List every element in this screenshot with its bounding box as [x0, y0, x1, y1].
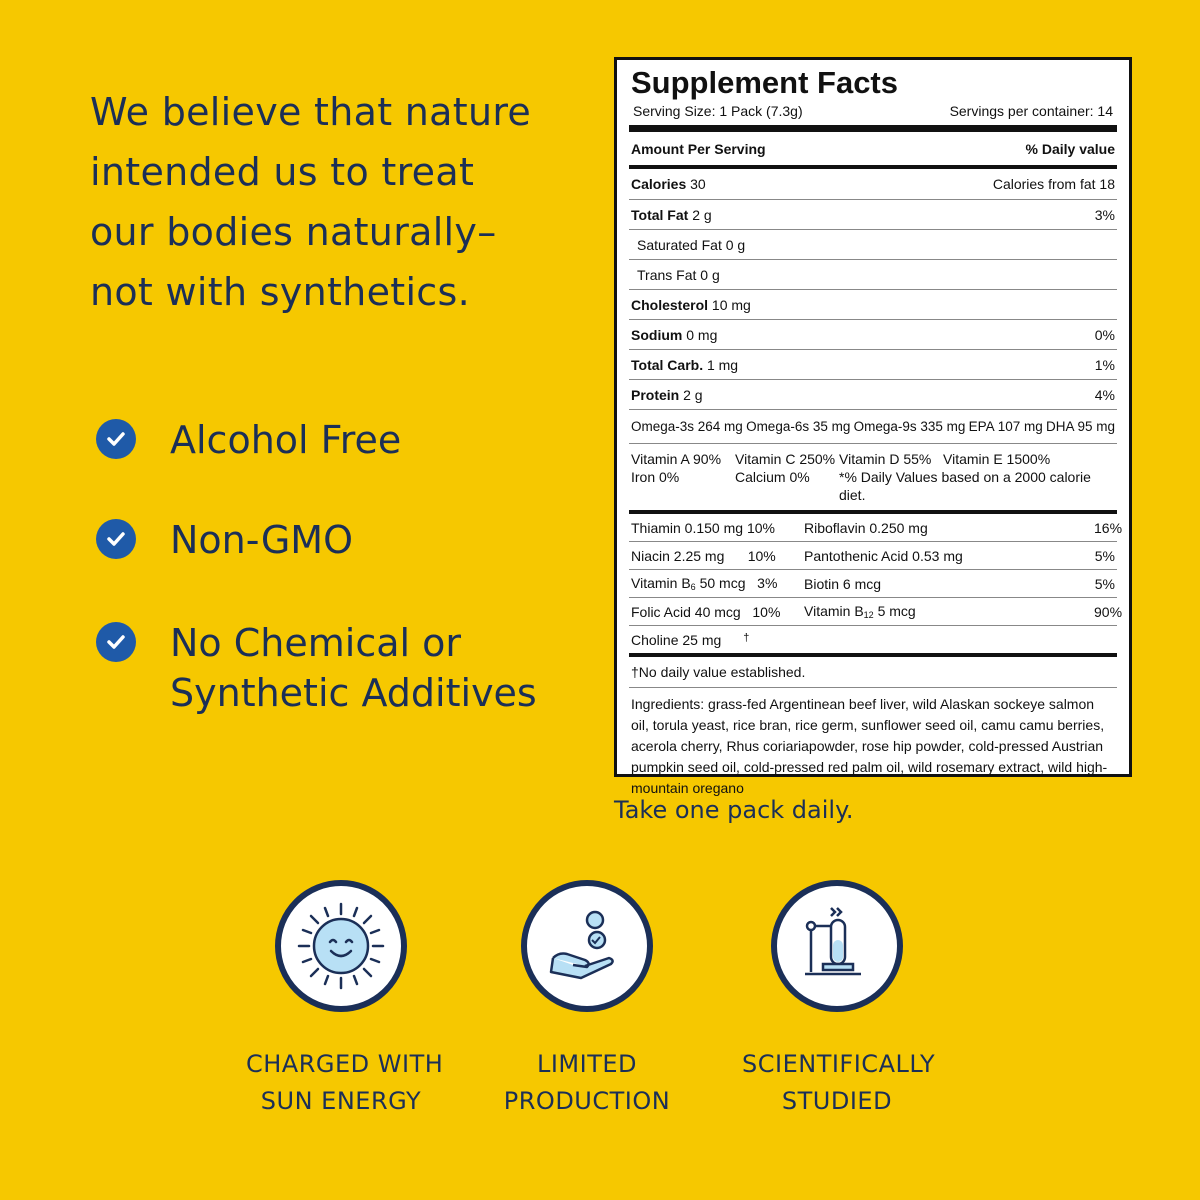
- badge-sun-energy: [246, 880, 444, 1120]
- badge-label: CHARGED WITH SUN ENERGY: [246, 1050, 444, 1115]
- badge-label: LIMITED PRODUCTION: [503, 1050, 671, 1115]
- b-vitamin-row: Vitamin $B_6$ 50 mcg 3% Biotin 6 mcg 5%: [631, 575, 1115, 592]
- serving-size: Serving Size: 1 Pack (7.3g): [633, 103, 803, 119]
- sodium-row: Sodium 0 mg 0%: [631, 326, 1115, 343]
- benefit-label: No Chemical or Synthetic Additives: [170, 621, 537, 715]
- hand-with-pills-icon: [521, 880, 653, 1012]
- cholesterol-row: Cholesterol 10 mg: [631, 296, 751, 313]
- daily-value-header: % Daily value: [1025, 140, 1115, 157]
- trans-fat-row: Trans Fat 0 g: [637, 266, 720, 283]
- calories-value: 30: [690, 176, 706, 192]
- calories-row: [629, 169, 1117, 199]
- serving-row: [629, 100, 1117, 122]
- supplement-facts-panel: [614, 57, 1132, 796]
- badge-scientifically-studied: [742, 880, 936, 1120]
- b-vitamin-row: Folic Acid 40 mcg 10% Vitamin $B_{12}$ 5 mcg 90%: [631, 603, 1123, 620]
- benefit-label: Non-GMO: [170, 518, 354, 562]
- benefit-label: Alcohol Free: [170, 418, 402, 462]
- headline-line: intended us to treat: [90, 150, 475, 194]
- check-icon: [96, 419, 136, 459]
- directions: Take one pack daily.: [614, 796, 854, 824]
- amount-per-serving: Amount Per Serving: [631, 140, 766, 157]
- carb-row: Total Carb. 1 mg 1%: [631, 356, 1115, 373]
- vitamins-block: Vitamin A 90% Vitamin C 250% Vitamin D 55% Vitamin E 1500% Iron 0% Calcium 0% *% Daily Values based on a 2000 calorie diet.: [631, 451, 1091, 503]
- divider: [629, 125, 1117, 132]
- calories-label: Calories: [631, 176, 687, 192]
- no-daily-value-note: †No daily value established.: [631, 664, 806, 680]
- total-fat-row: Total Fat 2 g 3%: [631, 206, 1115, 223]
- saturated-fat-row: Saturated Fat 0 g: [637, 236, 746, 253]
- benefit-alcohol-free: [96, 415, 401, 465]
- omegas-row: Omega-3s 264 mg Omega-6s 35 mg Omega-9s 335 mg EPA 107 mg DHA 95 mg: [631, 419, 1115, 434]
- smiling-sun-icon: [275, 880, 407, 1012]
- check-icon: [96, 519, 136, 559]
- badge-label: SCIENTIFICALLY STUDIED: [742, 1050, 936, 1115]
- benefit-non-gmo: [96, 515, 353, 565]
- benefit-no-additives: [96, 618, 537, 718]
- headline-line: our bodies naturally–: [90, 210, 497, 254]
- headline-line: We believe that nature: [90, 90, 532, 134]
- check-icon: [96, 622, 136, 662]
- b-vitamin-row: Niacin 2.25 mg 10% Pantothenic Acid 0.53 mg 5%: [631, 547, 1115, 564]
- b-vitamin-row: Thiamin 0.150 mg 10% Riboflavin 0.250 mg 16%: [631, 519, 1123, 536]
- protein-row: Protein 2 g 4%: [631, 386, 1115, 403]
- lab-test-tube-icon: [771, 880, 903, 1012]
- servings-per-container: Servings per container: 14: [949, 103, 1113, 119]
- headline: [90, 82, 570, 322]
- badge-limited-production: [492, 880, 682, 1120]
- facts-title: Supplement Facts: [631, 65, 898, 100]
- headline-line: not with synthetics.: [90, 270, 470, 314]
- calories-from-fat: Calories from fat 18: [992, 176, 1115, 192]
- ingredients: Ingredients: grass-fed Argentinean beef liver, wild Alaskan sockeye salmon oil, torula yeast, rice bran, rice germ, sunflower seed oil, camu camu berries, acerola cherry, Rhus coriariapowder, rose hip powder, cold-pressed Austrian pumpkin seed oil, cold-pressed red palm oil, wild rosemary extract, wild high-mountain oregano: [631, 696, 1108, 796]
- amount-header-row: [629, 132, 1117, 165]
- choline-row: Choline 25 mg †: [631, 631, 750, 648]
